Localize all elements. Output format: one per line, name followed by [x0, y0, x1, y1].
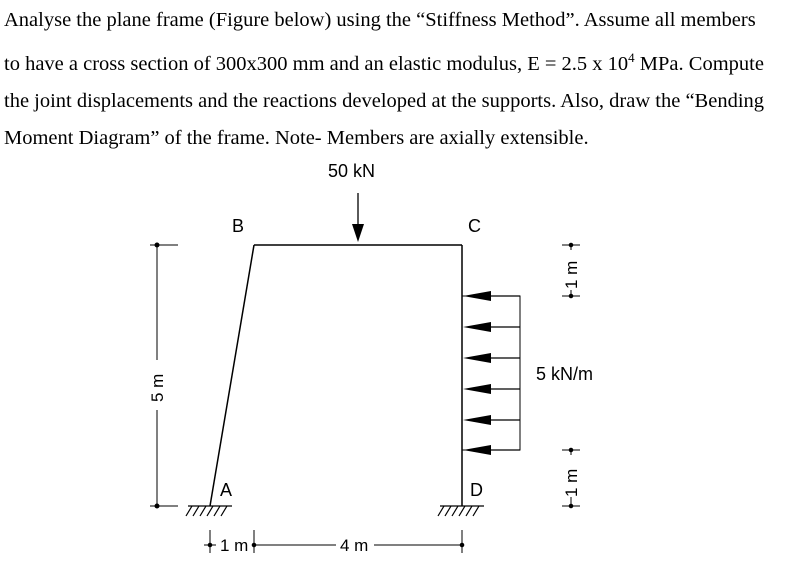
udl-label: 5 kN/m — [536, 364, 594, 384]
problem-line-2-end: MPa. Compute — [634, 52, 764, 75]
node-label-b: B — [232, 216, 245, 236]
point-load-arrow — [352, 193, 364, 242]
span-dimension-label: 4 m — [340, 536, 369, 555]
node-label-c: C — [468, 216, 481, 236]
offset-dimension-label: 1 m — [220, 536, 249, 555]
top-segment-label: 1 m — [562, 260, 581, 289]
problem-line-1: Analyse the plane frame (Figure below) using the “Stiffness Method”. Assume all members — [4, 9, 756, 31]
point-load-label: 50 kN — [328, 161, 376, 181]
bottom-segment-label: 1 m — [562, 468, 581, 497]
support-a — [186, 506, 232, 516]
exponent: 4 — [628, 50, 635, 65]
support-d — [438, 506, 484, 516]
height-dimension-label: 5 m — [148, 373, 167, 402]
node-label-d: D — [470, 480, 483, 500]
node-label-a: A — [220, 480, 233, 500]
problem-line-2-main: to have a cross section of 300x300 mm and an elastic modulus, E = 2.5 x 10 — [4, 52, 629, 75]
udl-load — [462, 291, 520, 455]
udl-arrows — [474, 296, 520, 450]
member-ab — [210, 245, 254, 506]
problem-line-4: Moment Diagram” of the frame. Note- Members are axially extensible. — [4, 126, 589, 149]
problem-line-3: the joint displacements and the reactions developed at the supports. Also, draw the “Bending — [4, 89, 765, 112]
